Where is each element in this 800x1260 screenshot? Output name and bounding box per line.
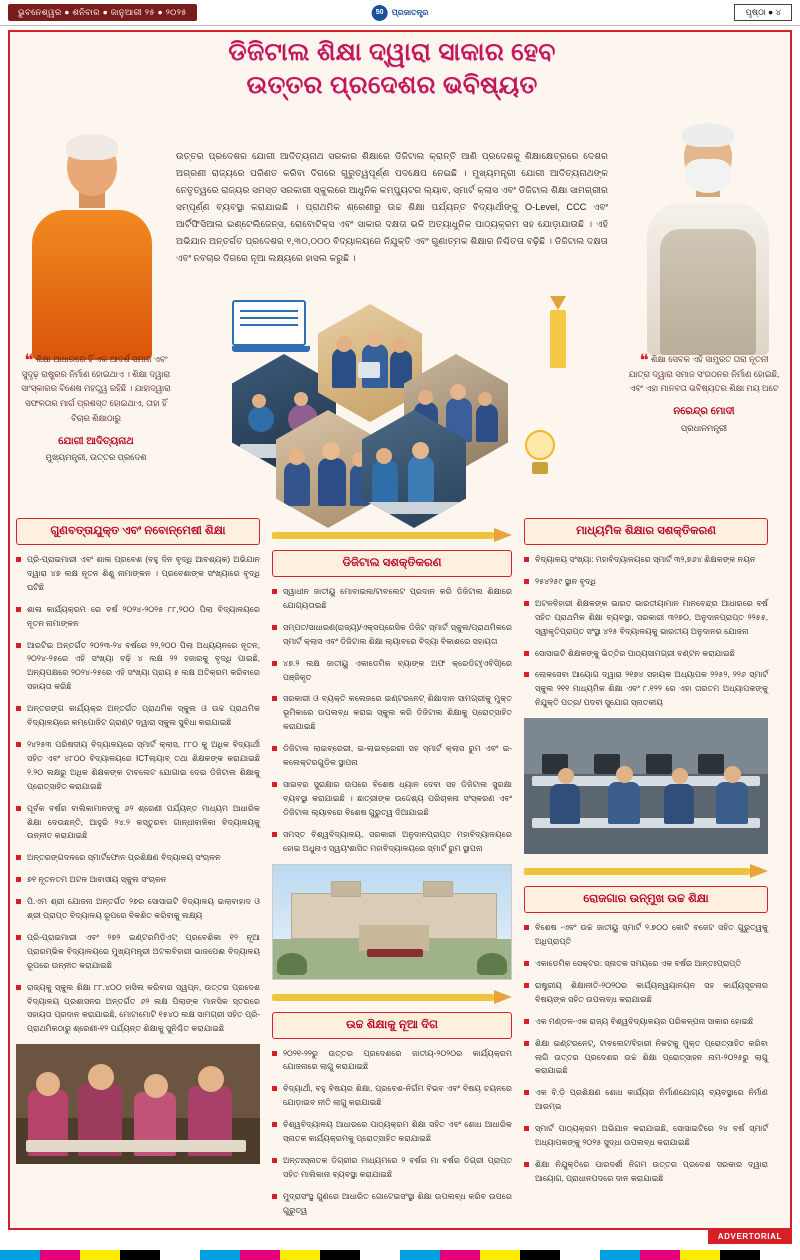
photo-university-campus — [272, 864, 512, 980]
headline-line-2: ଉତ୍ତର ପ୍ରଦେଶର ଭବିଷ୍ୟତ — [246, 71, 538, 99]
list-item: ଲୋକସେବା ଆୟୋଗ ଦ୍ୱାରା ୨୧୭୪ ସହାୟକ ଅଧ୍ୟାପକ ୨୨୫୨, ୨୨୬ ସ୍ମାର୍ଟ ସ୍କୁଲ ୨୧୧ ମାଧ୍ୟମିକ ଶିକ୍ଷା ଏବଂ ୮.୧୨୨ ରେ ଏହା ତାରତମ ଅଧ୍ୟାପକଙ୍କୁ ନିଯୁକ୍ତି ପତ୍ର/ ପଦବୀ ସୁଯୋଗ ସ୍ନାତକୀୟ — [524, 668, 768, 710]
list-item: ଅନ୍ତରଙ୍ଗଦଳରେ ସ୍ମାର୍ଟଫୋନ ପ୍ରଶିକ୍ଷଣ ବିଦ୍ୟାଳୟ ସଂଚାଳନ — [16, 851, 260, 865]
list-item: ଶାଳା କାର୍ଯ୍ୟକ୍ରମ ରେ ବର୍ଷ ୨୦୨୪-୨୦୨୫ ୮୮,୨୦୦ ପିଲା ବିଦ୍ୟାଳୟରେ ନୂତନ ନାମାଙ୍କନ — [16, 603, 260, 631]
list-secondary-education — [524, 553, 768, 710]
masthead-logo — [372, 5, 429, 21]
quote-role: ମୁଖ୍ୟମନ୍ତ୍ରୀ, ଉତ୍ତର ପ୍ରଦେଶ — [45, 452, 147, 463]
photo-chief-minister — [22, 110, 162, 360]
list-item: ଏକ ବି.ଡ଼ି ପ୍ରଶିକ୍ଷଣ ଶୋଧ କାର୍ଯ୍ୟର ନିର୍ମାଣଯୋଗ୍ୟ ବ୍ୟବସ୍ଥାରେ ନିର୍ମାଣ ଆରମ୍ଭ — [524, 1086, 768, 1114]
quote-role: ପ୍ରଧାନମନ୍ତ୍ରୀ — [680, 422, 728, 433]
quote-text: ଶିକ୍ଷା ସେବକ ଏହି ସାମ୍ପ୍ରତ ତାରା ନୂତନୀ ଯାତ୍ରା ଦ୍ୱାରା ସମାଜ ସଂଗଠନର ନିର୍ମାଣ ହୋଇଛି, ଏବଂ ଏହା ମାନବତା ଭବିଷ୍ୟତର ଶିକ୍ଷା ମୟ ଅଟେ — [628, 354, 780, 394]
list-item: ୭୧ ନୂତନତମ ଅଟଳ ଆବାସୀୟ ସ୍କୁଲ ସଂଚାଳନ — [16, 873, 260, 887]
list-item: ପୂର୍ବକ ବର୍ଷର ବାଲିକାମାନଙ୍କୁ ୬୨ ଶ୍ରେଣୀ ପର୍ଯ୍ୟନ୍ତ ମାଧ୍ୟମ ଆଧାରିକ ଶିକ୍ଷା ଦେଉଛନ୍ତି, ଆହୁରି ୨୪.୨ କସ୍ତୁରବା ଗାନ୍ଧୀବାଳିକା ବିଦ୍ୟାଳୟକୁ ଉନ୍ନୀତ କରାଯାଇଛି — [16, 802, 260, 844]
photo-computer-lab-classroom — [524, 718, 768, 854]
list-item: ବିଦ୍ୟାଳୟ ସଂଖ୍ୟା: ମହାବିଦ୍ୟାଳୟରେ ସ୍ମାର୍ଟ ୩୨,୭୬୪ ଶିକ୍ଷକଙ୍କ ନୟନ — [524, 553, 768, 567]
list-higher-education — [272, 1047, 512, 1218]
list-item: ପ୍ରି-ପ୍ରାଇମାରୀ ଏବଂ ଶାଳା ପ୍ରବେଶ (ବହୁ ଦିନ ବୃଦ୍ଧି ଆବଶ୍ୟକ) ଅଭିଯାନ ଦ୍ୱାରା ୪୭ ଲକ୍ଷ ନୂତନ ଶିଶୁ ନାମାଙ୍କନ । ପ୍ରବେଶାଙ୍କ ସଂଖ୍ୟାରେ ବୃଦ୍ଧି ଘଟିଛି — [16, 553, 260, 595]
section-title-secondary-education: ମାଧ୍ୟମିକ ଶିକ୍ଷାର ସଶକ୍ତିକରଣ — [524, 518, 768, 545]
photo-students-lunch — [16, 1044, 260, 1164]
list-item: ଅନ୍ତରଙ୍ଗ କାର୍ଯ୍ୟକ୍ର ଅନ୍ତର୍ଗତ ପ୍ରାଥମିକ ସ୍କୁଲ ଓ ଉଚ୍ଚ ପ୍ରାଥମିକ ବିଦ୍ୟାଳୟରେ କମ୍ପୋଜିଟ ଗ୍ରାଣ୍ଟ ଦ୍ୱାରା ସ୍କୁଲ ସୁବିଧା କରାଯାଇଛି — [16, 702, 260, 730]
photo-prime-minister — [638, 105, 778, 355]
list-item: ଆରଟିଇ ଅନ୍ତର୍ଗତ ୨୦୨୩-୨୪ ବର୍ଷରେ ୨୨,୨୦୦ ପିଲା ଅଧ୍ୟୟନରେ ନୂତନ, ୨୦୨୪-୨୫ରେ ଏହି ସଂଖ୍ୟା ବଢ଼ି ୪ ଲକ୍ଷ ୨୨ ହଜାରକୁ ବୃଦ୍ଧି ପାଇଛି, ଅନ୍ୟପକ୍ଷରେ ୨୦୨୪-୨୫ରେ ଏହି ସଂଖ୍ୟା ପ୍ରାୟ ୫ ଲକ୍ଷ ଅତିକ୍ରମ କରିବାରେ ସହାୟତା କରିଛି — [16, 639, 260, 695]
quote-text: ଶିକ୍ଷା ଆଧାରରେ ହିଁ ଏକ ଆଦର୍ଶ ସମାଜ ଏବଂ ସୁଦୃଢ଼ ରାଷ୍ଟ୍ରର ନିର୍ମାଣ ହୋଇଥାଏ । ଶିକ୍ଷା ଦ୍ୱାରା ସାଂସ୍କାରର ବିଶେଷ ମହତ୍ତ୍ୱ ରହିଛି । ଯାହାଦ୍ୱାରା ସଫଳତାର ମାର୍ଗ ପ୍ରଶସ୍ତ ହୋଇଥାଏ, ତାହା ହିଁ ବିଚାର ଶିକ୍ଷାଠାରୁ — [21, 354, 171, 423]
list-item: ଶିକ୍ଷା ଇଣ୍ଟରନେଟ୍, ଟାବଲେଟ/ବିହାରୀ ନିକଟକୁ ମୁକ୍ତ ପ୍ରୋତ୍ସାହିତ କରିବା ଲାଗି ଉତ୍ତର ପ୍ରଦେଶର ଉଚ୍ଚ ଶିକ୍ଷା ପ୍ରୋତ୍ସାହନ ନାମ-୨୦୨୫ରୁ ଲାଗୁ କରାଯାଇଛି — [524, 1037, 768, 1079]
photo-collage — [218, 288, 578, 518]
list-item: ରାଷ୍ଟ୍ରୀୟ ଶିକ୍ଷାନୀତି-୨୦୨୦ର କାର୍ଯ୍ୟନ୍ୱୟାନୟନ ସହ କାର୍ଯ୍ୟସୂଚନାର ବିଷୟଙ୍କ ସହିତ ଉପଲବ୍ଧ କରାଯାଇଛି — [524, 979, 768, 1007]
column-right — [524, 518, 768, 1194]
logo-title: ପ୍ରଜାତନ୍ତ୍ର — [391, 7, 429, 17]
list-item: ପି.ଏମ ଶ୍ରୀ ଯୋଜନା ଅନ୍ତର୍ଗତ ୨୭ର ସୋସାଇଟି ବିଦ୍ୟାଳୟ ଇଲାବାହାଦ ଓ ଶ୍ରୀ ପ୍ରାପ୍ତ ବିଦ୍ୟାଳୟ ରୂପରେ ବିକଶିତ କରିବାକୁ ଲକ୍ଷ୍ୟ — [16, 895, 260, 923]
quote-author: ନରେନ୍ଦ୍ର ମୋଦୀ — [673, 406, 735, 418]
pencil-divider-icon — [272, 988, 512, 1006]
quote-chief-minister — [20, 352, 172, 465]
list-item: ରାଜ୍ୟକୁ ସ୍କୁଲ ଶିକ୍ଷା ୮୮.୪୦୦ ହାସିଲ କରିବାର ସ୍ୱପ୍ନ, ଉତ୍ତର ପ୍ରଦେଶ ବିଦ୍ୟାଳୟ ପ୍ରଶାସନର ଅନ୍ତର୍ଗତ ୬୨ ଲକ୍ଷ ପିଲାଙ୍କ ମାନସିକ ସ୍ତରରେ ସହାୟତା ପ୍ରଦାନ କରାଯାଇଛି, ମୋଟାମୋଟି ୧୫୪୦ ଲକ୍ଷ ସାମଗ୍ରୀ ସହିତ ପ୍ରି-ପ୍ରାଥମିକଠାରୁ ଶ୍ରେଣୀ-୧୨ ପର୍ଯ୍ୟନ୍ତ ଶିକ୍ଷାକୁ ସୁନିଶ୍ଚିତ କରାଯାଇଛି — [16, 981, 260, 1037]
list-item: ୪୭.୨ ଲକ୍ଷ ଜାତୀୟୁ ଏକାଡେମିକ ବ୍ୟାଙ୍କ ଅଫ କ୍ରେଡିଟ୍(ଏବିସି)ରେ ପଞ୍ଜିକୃତ — [272, 657, 512, 685]
masthead-date: ଭୁବନେଶ୍ୱର ● ଶନିବାର ● ଜାନୁଆରୀ ୨୫ ● ୨୦୨୫ — [8, 4, 197, 21]
section-title-employment-education: ରୋଜଗାର ଉନ୍ମୁଖ ଉଚ୍ଚ ଶିକ୍ଷା — [524, 886, 768, 913]
list-item: ୨୦୨୧-୨୨ରୁ ଉତ୍ତର ପ୍ରଦେଶରେ ଜାତୀୟ-୨୦୨୦ର କାର୍ଯ୍ୟକ୍ରମ ଯୋଜନାରେ ଲାଗୁ କରାଯାଇଛି — [272, 1047, 512, 1075]
pencil-divider-icon — [272, 526, 512, 544]
list-item: ମୁଦ୍ରାସଂସ୍ଥ ଗୁଣରେ ଆଧାରିତ ଗୋଟେଇସଂସ୍ଥା ଶିକ୍ଷା ଉପଲବ୍ଧ କରିବ ଉପରେ ଗୁରୁତ୍ୱ — [272, 1190, 512, 1218]
list-item: ବିଦ୍ୟାର୍ଥୀ, ବହୁ ବିଷୟର ଶିକ୍ଷା, ପ୍ରବେଶ-ନିର୍ଗମ ବିଭବ ଏବଂ ବିଷୟ ଚୟନରେ ଯୋଡ଼ାଇବ ନୀତି ଲାଗୁ କରାଯାଇଛି — [272, 1082, 512, 1110]
quote-author: ଯୋଗୀ ଆଦିତ୍ୟନାଥ — [58, 435, 134, 447]
list-item: ସ୍ମାର୍ଟ ପାଠ୍ୟକ୍ରମ ଅଭିଯାନ କରାଯାଇଛି, ସୋସାଇଟିରେ ୨୪ ବର୍ଷ ସ୍ମାର୍ଟ ଅଧ୍ୟାପକଙ୍କୁ ୨୦୨୫ ସୁଦ୍ଧା ଉପଲବ୍ଧ କରାଯାଇଛି — [524, 1122, 768, 1150]
pencil-divider-icon — [524, 862, 768, 880]
page-title — [110, 36, 674, 102]
list-item: ଶିକ୍ଷା ନିଯୁକ୍ତିରେ ପାରଦର୍ଶୀ ନିଗମ ଉତ୍ତର ପ୍ରଦେଶ ସରକାର ଦ୍ୱାରା ଆୟୋଗ, ପ୍ରାଧାନପଦରେ ଦାନ କରାଯାଇଛି — [524, 1158, 768, 1186]
list-item: ଅନ୍ତଃସ୍ନାତକ ଡିଗ୍ରୀର ମାଧ୍ୟମରେ ୨ ବର୍ଷର ମା ବର୍ଷର ଡିଗ୍ରୀ ପ୍ରାପ୍ତ ସହିତ ମାଲିକାନା ବ୍ୟବସ୍ଥା କରାଯାଇଛି — [272, 1154, 512, 1182]
list-item: ୨୫୪୨୫୯ ସ୍ଥାନ ବୃଦ୍ଧି — [524, 575, 768, 589]
advertorial-badge: ADVERTORIAL — [708, 1229, 792, 1244]
list-item: ଅଟଳବିହାରୀ ଶିକ୍ଷକଙ୍କ ଭାରତ ଭାରତୀୟାମାନ ମାନବେନ୍ଦ୍ର ଆଧାରରେ ବର୍ଷ ସହିତ ପ୍ରାଥମିକ ଶିକ୍ଷା ବ୍ୟବସ୍ଥା, ସରକାରୀ ୩୨୭୦, ଅନୁଦାନପ୍ରାପ୍ତ ୨୨୫୫, ସ୍ୱୀକୃତିପ୍ରାପ୍ତ ସଂସ୍ଥା ୪୨୫ ବିଦ୍ୟାଳୟକୁ ଭାରତୀୟ ଅନୁଦାନର ଯୋଜନା — [524, 597, 768, 639]
list-item: ବିଶେଷ -ଏବଂ ଉଚ୍ଚ ଜାତୀୟୁ ସ୍ମାର୍ଟ ୨.୭୦୦ କୋଟି ବଜେଟ ସହିତ ଗୁରୁତ୍ୱକୁ ଅଧିପ୍ରାପ୍ତି — [524, 921, 768, 949]
list-item: ଏକ ମଣ୍ଡଳ-ଏକ ରାଜ୍ୟ ବିଶ୍ୱବିଦ୍ୟାଳୟର ପରିକଳ୍ପନା ସାକାର ହୋଇଛି — [524, 1015, 768, 1029]
section-title-quality-education: ଗୁଣବତ୍ତାଯୁକ୍ତ ଏବଂ ନବୋନ୍ମେଷୀ ଶିକ୍ଷା — [16, 518, 260, 545]
list-item: ୨୪୨୫୩ ପରିଷଦୀୟ ବିଦ୍ୟାଳୟରେ ସ୍ମାର୍ଟ କ୍ଲାସ, ୮୮୦ କୁ ଅଧିକ ବିଦ୍ୟାର୍ଥୀ ସହିତ ଏବଂ ୪୮୦୦ ବିଦ୍ୟାଳୟରେ ICTଲ୍ୟାବ୍ ତଥା ଶିକ୍ଷକଙ୍କ କରାଯାଇଛି ୨.୨୦ ଲକ୍ଷରୁ ଅଧିକ ଶିକ୍ଷକଙ୍କ ଟାବଲେଟ ଯୋଗାଇ ଦେଇ ଡିଜିଟାଲ ଶିକ୍ଷାକୁ ପ୍ରୋତ୍ସାହିତ କରାଯାଇଛି — [16, 738, 260, 794]
section-title-higher-education: ଉଚ୍ଚ ଶିକ୍ଷାକୁ ନୂଆ ଦିଗ — [272, 1012, 512, 1039]
intro-paragraph: ଉତ୍ତର ପ୍ରଦେଶର ଯୋଗୀ ଆଦିତ୍ୟନାଥ ସରକାର ଶିକ୍ଷାରେ ଡିଜିଟାଲ କ୍ରାନ୍ତି ଆଣି ପ୍ରଦେଶକୁ ଶିକ୍ଷାକ୍ଷେତ୍ରରେ ଦେଶର ଅଗ୍ରଣୀ ରାଜ୍ୟରେ ପରିଣତ କରିବା ଦିଗରେ ଗୁରୁତ୍ୱପୂର୍ଣ୍ଣ ପଦକ୍ଷେପ ନେଇଛି । ମୁଖ୍ୟମନ୍ତ୍ରୀ ଯୋଗୀ ଆଦିତ୍ୟନାଥଙ୍କ ନେତୃତ୍ୱରେ ରାଜ୍ୟର ସମସ୍ତ ସରକାରୀ ସ୍କୁଲରେ ଆଧୁନିକ କମ୍ପ୍ୟୁଟର ଲ୍ୟାବ, ସ୍ମାର୍ଟ କ୍ଲାସ ଏବଂ ଡିଜିଟାଲ ଶିକ୍ଷା ସାମଗ୍ରୀର ସମ୍ପୂର୍ଣ୍ଣ ବ୍ୟବସ୍ଥା କରାଯାଇଛି । ପ୍ରାଥମିକ ଶ୍ରେଣୀରୁ ଉଚ୍ଚ ଶିକ୍ଷା ପର୍ଯ୍ୟନ୍ତ ବିଦ୍ୟାର୍ଥୀଙ୍କୁ O-Level, CCC ଏବଂ ଆର୍ଟିଫିସିଆଲ ଇଣ୍ଟେଲିଜେନ୍ସ, ରୋବୋଟିକ୍ସ ଏବଂ ସାକାର ଦକ୍ଷତା ଭଳି ଅତ୍ୟାଧୁନିକ ପାଠ୍ୟକ୍ରମ ସହ ଯୋଡ଼ାଯାଉଛି । ଏହି ଅଭିଯାନ ଅନ୍ତର୍ଗତ ପ୍ରଦେଶର ୧,୩୦,୦୦୦ ବିଦ୍ୟାଳୟରେ ନିଯୁକ୍ତି ଏବଂ ଗୁଣାତ୍ମକ ଶିକ୍ଷାର ନିଶ୍ଚିତତା ବଢ଼ିଛି । ଡିଜିଟାଲ ଦକ୍ଷତା ଏବଂ ନବଚାର ଦିଗରେ ନୂଆ ଲକ୍ଷ୍ୟରେ ହାସଲ କରୁଛି । — [176, 151, 608, 264]
headline-line-1: ଡିଜିଟାଲ ଶିକ୍ଷା ଦ୍ୱାରା ସାକାର ହେବ — [228, 38, 556, 66]
masthead — [0, 0, 800, 26]
list-item: ସରକାରୀ ଓ ବ୍ୟକ୍ତି କଲେଜରେ ଇଣ୍ଟରନେଟ୍ ଶିକ୍ଷାଦାନ ସାମଗ୍ରୀକୁ ମୁକ୍ତ ଭୂମିକାରେ ଉପଲବ୍ଧ କରାଇ ସ୍କୁଲ କରି ଡିଜିଟାଲ ଶିକ୍ଷାକୁ ପ୍ରୋତ୍ସାହିତ କରାଯାଇଛି — [272, 692, 512, 734]
list-item: ସ୍ୱାଧୀନ ଜାତୀୟୁ ମୋବାଇଲ/ଟାବଲେଟ ପ୍ରଦାନ କରି ଡିଜିଟାଲ ଶିକ୍ଷାରେ ଯୋଗ୍ୟତାଇଛି — [272, 585, 512, 613]
quote-mark-icon: ❝ — [639, 351, 649, 370]
column-left — [16, 518, 260, 1164]
column-center — [272, 518, 512, 1226]
collage-photo-computer-class — [362, 410, 466, 528]
list-item: ସମ୍ପତ/ସାଧାରଣ(ରାଜ୍ୟ)/ଏକ୍ସପ୍ରେସିକ ଡିଜିଟ ସ୍ମାର୍ଟ ସ୍କୁଲ/ପ୍ରାଥମିକରେ ସ୍ମାର୍ଟ କ୍ଲାସ ଏବଂ ଡିଜିଟାଲ ଶିକ୍ଷା ଲ୍ୟାବରେ ବିଦ୍ୟା ବିକାଶରେ ସହାୟତା — [272, 621, 512, 649]
list-item: ସମସ୍ତ ବିଶ୍ୱବିଦ୍ୟାଳୟ, ସରକାରୀ ଅନୁଦାନପ୍ରାପ୍ତ ମହାବିଦ୍ୟାଳୟରେ ହୋଇ ଅଧୁନାଏ ସ୍ୱୟଂଶାସିତ ମହାବିଦ୍ୟାଳୟରେ ସ୍ମାର୍ଟ ରୁମ ସ୍ଥାପନା — [272, 828, 512, 856]
list-item: ଏକାଡେମିକ ସେକ୍ଟର: ସ୍ନାତକ ସମୟରେ ଏକ ବର୍ଷର ଆନ୍ତଃପ୍ରାପ୍ତି — [524, 957, 768, 971]
list-item: ପ୍ରି-ପ୍ରାଇମାରୀ ଏବଂ ୨୭୨ ଇଣ୍ଟରମିଡ଼ିଏଟ୍ ପ୍ରବେଶିକା ୧୨ ନୂଆ ପ୍ରାରମ୍ଭିକ ବିଦ୍ୟାଳୟରେ ମୁଖ୍ୟମନ୍ତ୍ରୀ ଅଟଲବିହାରୀ ଭାଜପେଈ ବିଦ୍ୟାଳୟ ରୂପରେ ଉନ୍ନୀତ କରାଯାଇଛି — [16, 931, 260, 973]
quote-mark-icon: ❝ — [24, 351, 34, 370]
list-item: ସାଇବର ସୁରକ୍ଷାର ଉପରେ ବିଶେଷ ଧ୍ୟାନ ଦେବା ସହ ଡିଜିଟାଲ ସୁରକ୍ଷା ବ୍ୟବସ୍ଥା କରାଯାଇଛି । ଛାତ୍ରୀଙ୍କ ଉଦ୍ଦେଶ୍ୟ ପରିଚାଳନା ସଂସ୍କରଣ ଏବଂ ଡିଜିଟାଲ ଲ୍ୟାବରେ ବିଶେଷ ଗୁରୁତ୍ୱ ଦିଆଯାଇଛି — [272, 778, 512, 820]
color-registration-bar — [0, 1250, 800, 1260]
page-number: ପୃଷ୍ଠା ● ୪ — [734, 4, 792, 21]
list-digital-empowerment — [272, 585, 512, 856]
list-quality-education — [16, 553, 260, 1036]
quote-prime-minister — [628, 352, 780, 435]
list-item: ଡିଜିଟାଲ ଲାଇବ୍ରେରୀ, ଇ-ଲାଇବ୍ରେରୀ ସହ ସ୍ମାର୍ଟ କ୍ଲାସ ରୁମ ଏବଂ ଇ-କଲେକ୍ଟରଗୁଡ଼ିକ ସ୍ଥାପନା — [272, 742, 512, 770]
list-employment-education — [524, 921, 768, 1186]
section-title-digital-empowerment: ଡିଜିଟାଲ ସଶକ୍ତିକରଣ — [272, 550, 512, 577]
logo-anniversary-icon: 50 — [372, 5, 388, 21]
list-item: ସୋସାଇଟି ଶିକ୍ଷକଙ୍କୁ ଭିତ୍ତିର ପାଠ୍ୟସାମଗ୍ରୀ ବଣ୍ଟନ କରାଯାଇଛି — [524, 647, 768, 661]
list-item: ବିଶ୍ୱବିଦ୍ୟାଳୟ ଆଧାରରେ ପାଠ୍ୟକ୍ରମ ଶିକ୍ଷା ସହିତ ଏବଂ ଶୋଧ ଆଧାରିକ ସ୍ନାତକ କାର୍ଯ୍ୟକ୍ରମକୁ ପ୍ରୋତ୍ସାହିତ କରାଯାଇଛି — [272, 1118, 512, 1146]
